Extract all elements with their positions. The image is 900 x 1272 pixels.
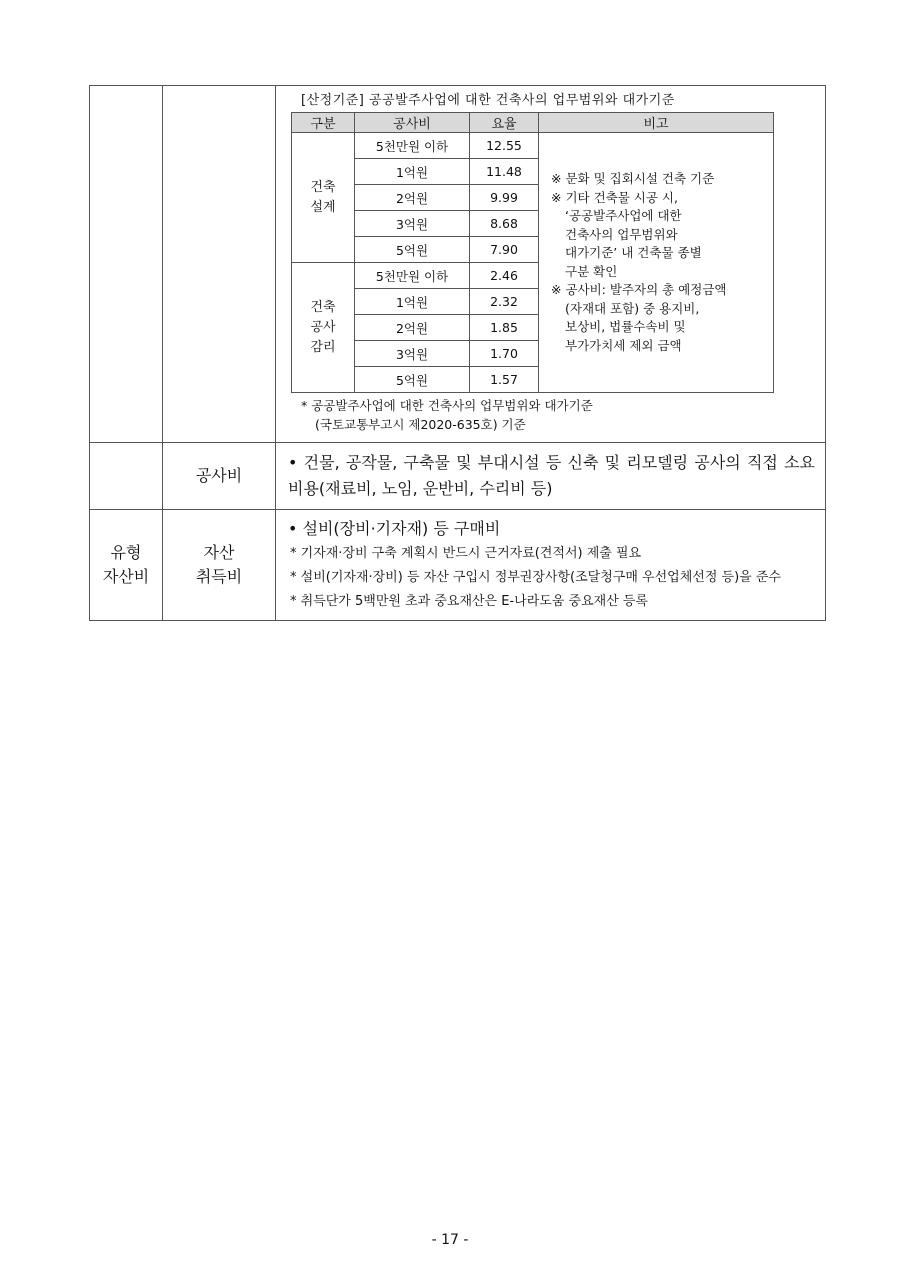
cost-cell: 3억원 [355, 211, 470, 237]
rate-cell: 1.70 [470, 341, 539, 367]
asset-desc-cell [276, 510, 826, 621]
standard-footnote [301, 396, 825, 434]
design-category-label: 건축 설계 [292, 133, 355, 263]
asset-main-item: • 설비(장비·기자재) 등 구매비 [288, 519, 501, 538]
cost-cell: 2억원 [355, 185, 470, 211]
rate-cell: 8.68 [470, 211, 539, 237]
construction-desc-cell [276, 443, 826, 510]
rate-cell: 9.99 [470, 185, 539, 211]
table-row [292, 133, 774, 159]
header-rate: 요율 [470, 113, 539, 133]
rate-cell: 1.85 [470, 315, 539, 341]
asset-sub-note: * 취득단가 5백만원 초과 중요재산은 E-나라도움 중요재산 등록 [290, 594, 648, 609]
cost-cell: 5억원 [355, 367, 470, 393]
asset-acquisition-label: 자산 취득비 [163, 510, 276, 621]
remark-line: 구분 확인 [565, 263, 618, 279]
cost-cell: 2억원 [355, 315, 470, 341]
tangible-category-label: 유형 자산비 [90, 510, 163, 621]
remark-line: 보상비, 법률수속비 및 [565, 319, 686, 334]
footnote-line: * 공공발주사업에 대한 건축사의 업무범위와 대가기준 [301, 398, 593, 413]
header-remarks: 비고 [539, 113, 774, 133]
footnote-line: (국토교통부고시 제2020-635호) 기준 [315, 417, 526, 432]
rate-cell: 2.46 [470, 263, 539, 289]
item-cell-empty [163, 86, 276, 443]
remark-line: 건축사의 업무범위와 [565, 226, 678, 242]
remark-line: (자재대 포함) 중 용지비, [565, 300, 700, 316]
category-cell-empty [90, 443, 163, 510]
category-cell-empty [90, 86, 163, 443]
rate-cell: 12.55 [470, 133, 539, 159]
remark-line: ※ 기타 건축물 시공 시, [551, 189, 678, 205]
remark-line: 부가가치세 제외 금액 [565, 337, 682, 353]
remark-line: 대가기준’ 내 건축물 종별 [565, 245, 702, 260]
standard-cell [276, 86, 826, 443]
standard-title: [산정기준] 공공발주사업에 대한 건축사의 업무범위와 대가기준 [301, 93, 675, 108]
rate-cell: 7.90 [470, 237, 539, 263]
remark-line: ※ 문화 및 집회시설 건축 기준 [551, 171, 715, 186]
remark-line: ‘공공발주사업에 대한 [565, 208, 682, 223]
page-number: - 17 - [431, 1232, 469, 1248]
cost-cell: 5천만원 이하 [355, 263, 470, 289]
remarks-cell [539, 133, 774, 393]
asset-sub-note: * 설비(기자재·장비) 등 자산 구입시 정부권장사항(조달청구매 우선업체선정 등)을 준수 [290, 570, 781, 585]
cost-cell: 1억원 [355, 289, 470, 315]
remark-line: ※ 공사비: 발주자의 총 예정금액 [551, 282, 727, 297]
cost-cell: 5억원 [355, 237, 470, 263]
construction-label: 공사비 [163, 443, 276, 510]
cost-cell: 5천만원 이하 [355, 133, 470, 159]
fee-rate-table [291, 112, 774, 393]
fee-table-header [292, 113, 774, 133]
supervision-category-label: 건축 공사 감리 [292, 263, 355, 393]
cost-cell: 1억원 [355, 159, 470, 185]
construction-description: • 건물, 공작물, 구축물 및 부대시설 등 신축 및 리모델링 공사의 직접 소요 비용(재료비, 노임, 운반비, 수리비 등) [288, 453, 815, 498]
header-category: 구분 [292, 113, 355, 133]
asset-sub-note: * 기자재·장비 구축 계획시 반드시 근거자료(견적서) 제출 필요 [290, 546, 642, 561]
rate-cell: 11.48 [470, 159, 539, 185]
cost-cell: 3억원 [355, 341, 470, 367]
budget-table [89, 85, 826, 621]
rate-cell: 2.32 [470, 289, 539, 315]
rate-cell: 1.57 [470, 367, 539, 393]
header-cost: 공사비 [355, 113, 470, 133]
